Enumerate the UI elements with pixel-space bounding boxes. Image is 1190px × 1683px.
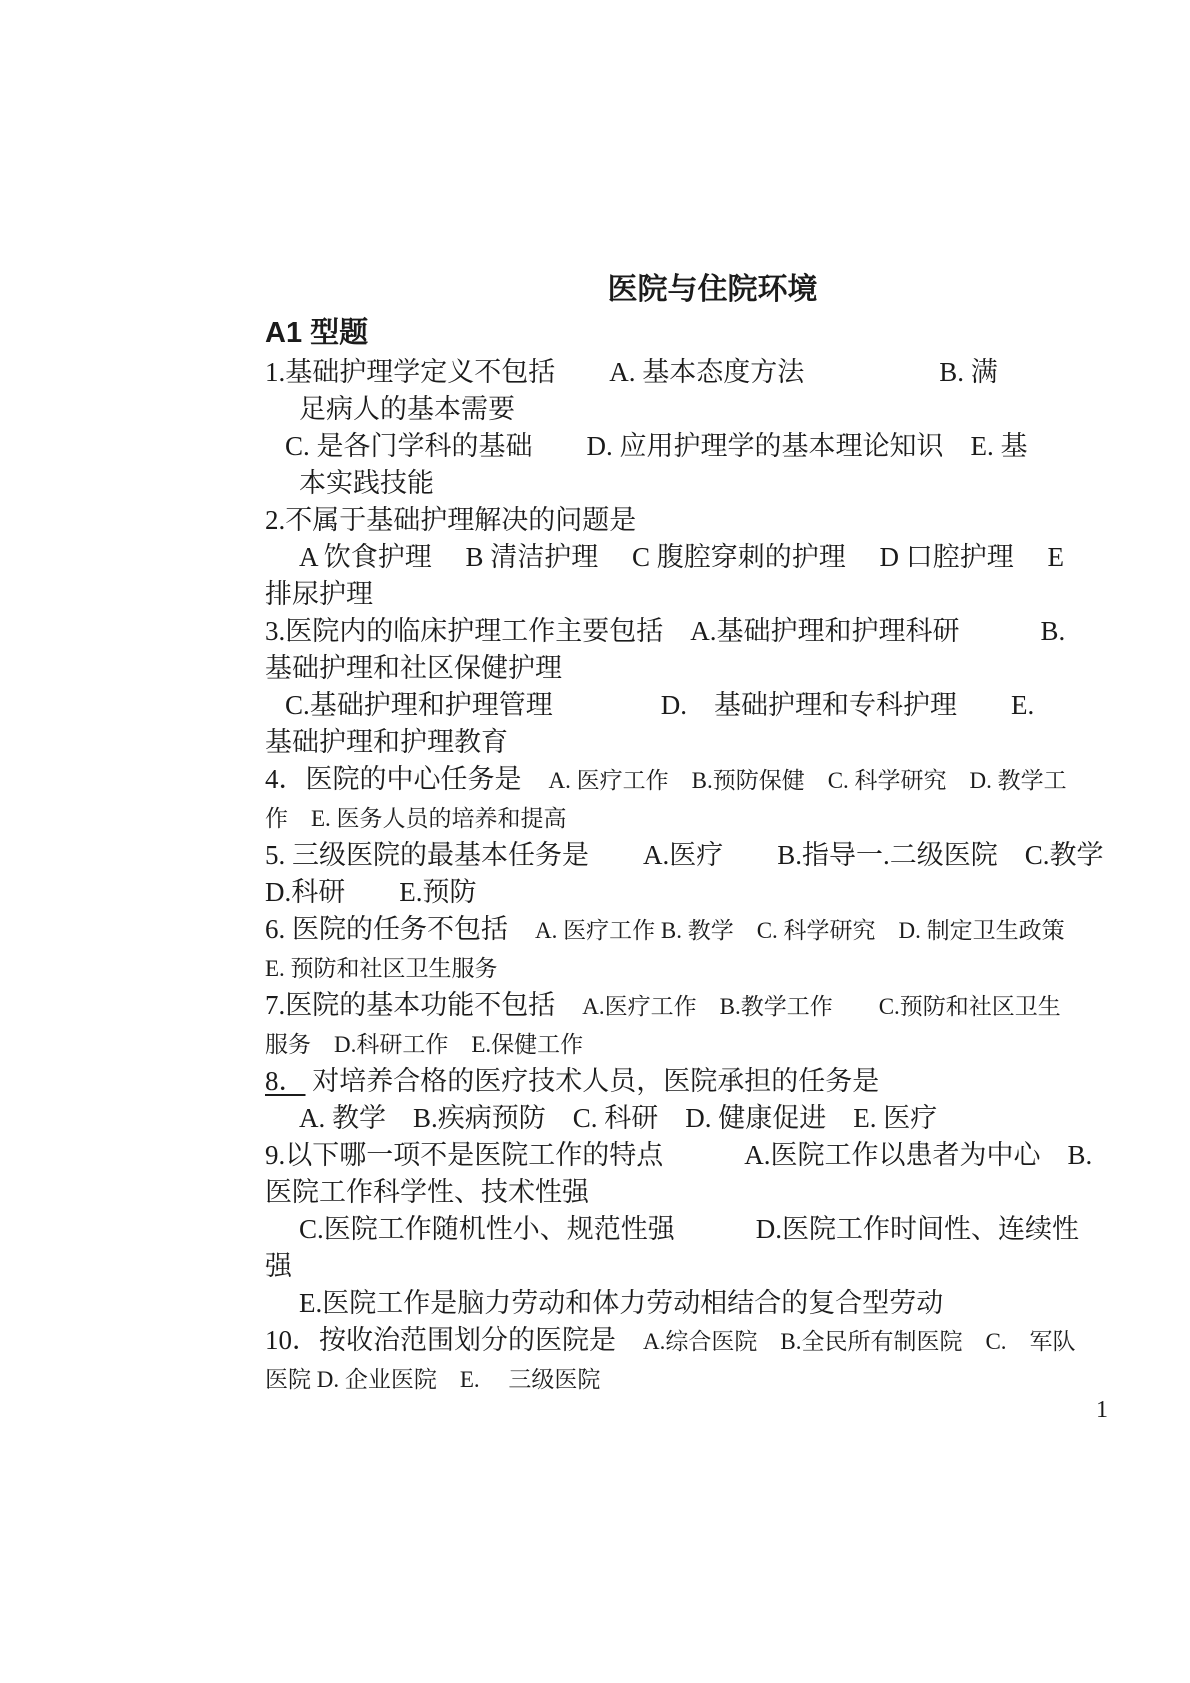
q9-line-5 <box>265 1285 1065 1322</box>
q4-line-1 <box>265 761 1065 799</box>
options-text: A.医疗工作 B.教学工作 C.预防和社区卫生 <box>582 994 1061 1019</box>
options-text: A. 医疗工作 B. 教学 C. 科学研究 D. 制定卫生政策 <box>535 918 1065 943</box>
q2-line-1 <box>265 502 1065 539</box>
line-text: 1.基础护理学定义不包括 A. 基本态度方法 B. 满 <box>265 357 998 387</box>
line-text: C.基础护理和护理管理 D. 基础护理和专科护理 E. <box>285 690 1035 720</box>
q9-line-1 <box>265 1137 1093 1174</box>
question-stem: 4．医院的中心任务是 <box>265 764 549 794</box>
line-text: A. 教学 B.疾病预防 C. 科研 D. 健康促进 E. 医疗 <box>299 1103 938 1133</box>
line-text: A 饮食护理 B 清洁护理 C 腹腔穿刺的护理 D 口腔护理 E <box>299 542 1065 572</box>
line-text: 足病人的基本需要 <box>299 394 515 424</box>
q1-line-1 <box>265 354 1065 391</box>
line-text: 3.医院内的临床护理工作主要包括 A.基础护理和护理科研 B. <box>265 616 1066 646</box>
page-number: 1 <box>1096 1397 1108 1423</box>
q1-line-3 <box>265 428 1065 465</box>
options-text: E. 预防和社区卫生服务 <box>265 956 498 981</box>
q3-line-4 <box>265 724 1065 761</box>
line-text: 排尿护理 <box>265 579 373 609</box>
q1-line-2 <box>265 391 1065 428</box>
q9-line-4 <box>265 1248 1065 1285</box>
q3-line-3 <box>265 687 1065 724</box>
options-text: 作 E. 医务人员的培养和提高 <box>265 806 567 831</box>
q10-line-2 <box>265 1360 1065 1398</box>
line-text: 基础护理和社区保健护理 <box>265 653 562 683</box>
q3-line-2 <box>265 650 1065 687</box>
q5-line-2 <box>265 874 1065 911</box>
line-text: 9.以下哪一项不是医院工作的特点 A.医院工作以患者为中心 B. <box>265 1140 1093 1170</box>
line-text: C.医院工作随机性小、规范性强 D.医院工作时间性、连续性 <box>299 1214 1080 1244</box>
line-text: 强 <box>265 1251 292 1281</box>
document-content <box>265 273 1104 1398</box>
options-text: A. 医疗工作 B.预防保健 C. 科学研究 D. 教学工 <box>548 768 1067 793</box>
line-text: D.科研 E.预防 <box>265 877 477 907</box>
line-text: E.医院工作是脑力劳动和体力劳动相结合的复合型劳动 <box>299 1288 944 1318</box>
line-text: C. 是各门学科的基础 D. 应用护理学的基本理论知识 E. 基 <box>285 431 1028 461</box>
line-text: 本实践技能 <box>299 468 434 498</box>
options-text: A.综合医院 B.全民所有制医院 C. 军队 <box>643 1329 1076 1354</box>
section-heading: A1 型题 <box>265 317 369 349</box>
page-title: 医院与住院环境 <box>607 273 818 306</box>
line-text: 5. 三级医院的最基本任务是 A.医疗 B.指导一.二级医院 C.教学 <box>265 840 1104 870</box>
question-stem: 10．按收治范围划分的医院是 <box>265 1325 643 1355</box>
q1-line-4 <box>265 465 1065 502</box>
options-text: 服务 D.科研工作 E.保健工作 <box>265 1032 584 1057</box>
q7-line-2 <box>265 1025 1065 1063</box>
q3-line-1 <box>265 613 1065 650</box>
q2-line-3 <box>265 576 1065 613</box>
q7-line-1 <box>265 987 1065 1025</box>
line-text: 2.不属于基础护理解决的问题是 <box>265 505 637 535</box>
q10-line-1 <box>265 1322 1076 1360</box>
q6-line-2 <box>265 949 1065 987</box>
q8-line-1 <box>265 1063 1065 1100</box>
line-text: 医院工作科学性、技术性强 <box>265 1177 589 1207</box>
q8-line-2 <box>265 1100 1065 1137</box>
options-text: 医院 D. 企业医院 E. 三级医院 <box>265 1367 601 1392</box>
question-stem: 6. 医院的任务不包括 <box>265 914 535 944</box>
question-stem: 对培养合格的医疗技术人员，医院承担的任务是 <box>305 1066 880 1096</box>
q9-line-3 <box>265 1211 1080 1248</box>
underlined-number: 8． <box>265 1066 306 1096</box>
q6-line-1 <box>265 911 1065 949</box>
line-text: 基础护理和护理教育 <box>265 727 508 757</box>
q9-line-2 <box>265 1174 1065 1211</box>
q2-line-2 <box>265 539 1065 576</box>
question-stem: 7.医院的基本功能不包括 <box>265 990 583 1020</box>
q5-line-1 <box>265 837 1104 874</box>
q4-line-2 <box>265 799 1065 837</box>
